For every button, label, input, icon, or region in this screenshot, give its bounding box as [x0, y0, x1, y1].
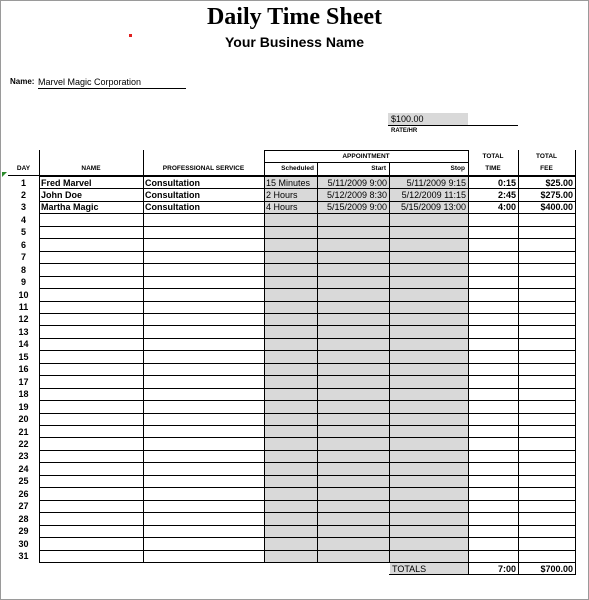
rate-field[interactable]: $100.00	[388, 113, 468, 125]
client-name-cell[interactable]: Martha Magic	[41, 202, 99, 213]
stop-cell[interactable]	[389, 226, 466, 238]
day-number: 30	[18, 538, 29, 549]
stop-cell[interactable]	[389, 500, 466, 512]
client-name-cell[interactable]	[41, 475, 142, 487]
totals-time[interactable]: 7:00	[497, 563, 516, 574]
day-number: 10	[18, 289, 29, 300]
total-fee-cell[interactable]	[518, 214, 573, 226]
client-name-cell[interactable]	[41, 363, 142, 375]
client-name-cell[interactable]	[41, 450, 142, 462]
total-fee-cell[interactable]: $275.00	[540, 189, 573, 200]
scheduled-cell[interactable]	[266, 438, 316, 450]
stop-cell[interactable]	[389, 538, 466, 550]
total-fee-cell[interactable]	[518, 326, 573, 338]
stop-cell[interactable]	[389, 326, 466, 338]
start-cell[interactable]	[317, 363, 387, 375]
client-name-cell[interactable]	[41, 301, 142, 313]
scheduled-cell[interactable]	[266, 363, 316, 375]
service-cell[interactable]	[145, 488, 263, 500]
total-fee-cell[interactable]	[518, 363, 573, 375]
start-cell[interactable]	[317, 401, 387, 413]
total-fee-cell[interactable]	[518, 538, 573, 550]
scheduled-cell[interactable]: 15 Minutes	[266, 177, 311, 188]
header-name: NAME	[81, 165, 101, 172]
start-cell[interactable]	[317, 413, 387, 425]
stop-cell[interactable]	[389, 475, 466, 487]
service-cell[interactable]: Consultation	[145, 202, 200, 213]
stop-cell[interactable]	[389, 351, 466, 363]
total-time-cell[interactable]	[468, 326, 516, 338]
stop-cell[interactable]	[389, 550, 466, 562]
client-name-cell[interactable]	[41, 351, 142, 363]
scheduled-cell[interactable]	[266, 264, 316, 276]
total-time-cell[interactable]	[468, 463, 516, 475]
total-time-cell[interactable]	[468, 276, 516, 288]
start-cell[interactable]	[317, 214, 387, 226]
scheduled-cell[interactable]	[266, 463, 316, 475]
start-cell[interactable]	[317, 239, 387, 251]
client-name-cell[interactable]	[41, 276, 142, 288]
client-name-cell[interactable]	[41, 264, 142, 276]
day-number: 5	[20, 227, 26, 238]
total-time-cell[interactable]	[468, 450, 516, 462]
stop-cell[interactable]	[389, 438, 466, 450]
total-time-cell[interactable]	[468, 488, 516, 500]
stop-cell[interactable]: 5/11/2009 9:15	[406, 177, 466, 188]
service-cell[interactable]	[145, 376, 263, 388]
service-cell[interactable]	[145, 525, 263, 537]
rate-label: RATE/HR	[391, 128, 418, 134]
day-number: 2	[20, 189, 26, 200]
total-time-cell[interactable]	[468, 525, 516, 537]
header-total-time-bottom: TIME	[485, 165, 501, 172]
total-fee-cell[interactable]	[518, 289, 573, 301]
service-cell[interactable]	[145, 463, 263, 475]
service-cell[interactable]	[145, 338, 263, 350]
scheduled-cell[interactable]	[266, 426, 316, 438]
stop-cell[interactable]	[389, 289, 466, 301]
day-number: 3	[20, 202, 26, 213]
stop-cell[interactable]	[389, 363, 466, 375]
scheduled-cell[interactable]	[266, 376, 316, 388]
scheduled-cell[interactable]	[266, 301, 316, 313]
day-number: 7	[20, 252, 26, 263]
client-name-cell[interactable]	[41, 401, 142, 413]
header-stop: Stop	[450, 165, 465, 172]
start-cell[interactable]	[317, 475, 387, 487]
day-number: 12	[18, 314, 29, 325]
total-time-cell[interactable]	[468, 239, 516, 251]
stop-cell[interactable]	[389, 376, 466, 388]
total-time-cell[interactable]	[468, 251, 516, 263]
total-time-cell[interactable]	[468, 301, 516, 313]
scheduled-cell[interactable]	[266, 251, 316, 263]
total-time-cell[interactable]	[468, 388, 516, 400]
scheduled-cell[interactable]	[266, 214, 316, 226]
service-cell[interactable]	[145, 214, 263, 226]
total-time-cell[interactable]	[468, 313, 516, 325]
stop-cell[interactable]: 5/15/2009 13:00	[400, 202, 466, 213]
scheduled-cell[interactable]	[266, 388, 316, 400]
totals-fee[interactable]: $700.00	[540, 563, 573, 574]
stop-cell[interactable]	[389, 525, 466, 537]
service-cell[interactable]	[145, 538, 263, 550]
service-cell[interactable]	[145, 363, 263, 375]
scheduled-cell[interactable]: 4 Hours	[266, 202, 298, 213]
scheduled-cell[interactable]	[266, 550, 316, 562]
total-fee-cell[interactable]	[518, 488, 573, 500]
total-time-cell[interactable]: 2:45	[497, 189, 516, 200]
scheduled-cell[interactable]	[266, 450, 316, 462]
header-start: Start	[371, 165, 386, 172]
service-cell[interactable]	[145, 401, 263, 413]
start-cell[interactable]	[317, 289, 387, 301]
day-number: 24	[18, 463, 29, 474]
service-cell[interactable]	[145, 326, 263, 338]
total-time-cell[interactable]	[468, 338, 516, 350]
service-cell[interactable]	[145, 226, 263, 238]
stop-cell[interactable]	[389, 401, 466, 413]
scheduled-cell[interactable]	[266, 413, 316, 425]
total-fee-cell[interactable]	[518, 338, 573, 350]
total-time-cell[interactable]	[468, 500, 516, 512]
scheduled-cell[interactable]	[266, 401, 316, 413]
total-fee-cell[interactable]	[518, 401, 573, 413]
start-cell[interactable]: 5/12/2009 8:30	[326, 189, 387, 200]
start-cell[interactable]	[317, 338, 387, 350]
client-name-cell[interactable]: Fred Marvel	[41, 177, 92, 188]
service-cell[interactable]	[145, 301, 263, 313]
total-fee-cell[interactable]	[518, 313, 573, 325]
client-name-cell[interactable]	[41, 513, 142, 525]
day-number: 25	[18, 476, 29, 487]
stop-cell[interactable]	[389, 513, 466, 525]
service-cell[interactable]: Consultation	[145, 189, 200, 200]
total-fee-cell[interactable]	[518, 276, 573, 288]
client-name-cell[interactable]: John Doe	[41, 189, 83, 200]
client-name-cell[interactable]	[41, 388, 142, 400]
start-cell[interactable]	[317, 251, 387, 263]
stop-cell[interactable]	[389, 276, 466, 288]
total-fee-cell[interactable]: $25.00	[545, 177, 573, 188]
name-label: Name:	[10, 77, 35, 86]
start-cell[interactable]	[317, 550, 387, 562]
stop-cell[interactable]	[389, 388, 466, 400]
start-cell[interactable]	[317, 264, 387, 276]
scheduled-cell[interactable]	[266, 239, 316, 251]
total-fee-cell[interactable]	[518, 351, 573, 363]
start-cell[interactable]	[317, 513, 387, 525]
start-cell[interactable]: 5/11/2009 9:00	[327, 177, 387, 188]
total-fee-cell[interactable]	[518, 226, 573, 238]
client-name-cell[interactable]	[41, 463, 142, 475]
start-cell[interactable]	[317, 463, 387, 475]
total-time-cell[interactable]	[468, 513, 516, 525]
total-time-cell[interactable]: 0:15	[497, 177, 516, 188]
name-field[interactable]: Marvel Magic Corporation	[38, 76, 186, 89]
stop-cell[interactable]	[389, 301, 466, 313]
client-name-cell[interactable]	[41, 413, 142, 425]
scheduled-cell[interactable]	[266, 488, 316, 500]
total-time-cell[interactable]	[468, 376, 516, 388]
total-fee-cell[interactable]	[518, 264, 573, 276]
business-name[interactable]: Your Business Name	[224, 34, 364, 50]
stop-cell[interactable]	[389, 413, 466, 425]
stop-cell[interactable]	[389, 251, 466, 263]
total-time-cell[interactable]	[468, 538, 516, 550]
day-number: 15	[18, 351, 29, 362]
start-cell[interactable]	[317, 388, 387, 400]
scheduled-cell[interactable]	[266, 525, 316, 537]
stop-cell[interactable]	[389, 338, 466, 350]
scheduled-cell[interactable]	[266, 313, 316, 325]
total-fee-cell[interactable]	[518, 301, 573, 313]
total-time-cell[interactable]: 4:00	[497, 202, 516, 213]
scheduled-cell[interactable]	[266, 226, 316, 238]
service-cell[interactable]	[145, 388, 263, 400]
day-number: 26	[18, 488, 29, 499]
start-cell[interactable]	[317, 226, 387, 238]
day-number: 29	[18, 526, 29, 537]
client-name-cell[interactable]	[41, 488, 142, 500]
day-number: 19	[18, 401, 29, 412]
total-fee-cell[interactable]	[518, 500, 573, 512]
client-name-cell[interactable]	[41, 538, 142, 550]
day-number: 18	[18, 389, 29, 400]
total-time-cell[interactable]	[468, 413, 516, 425]
service-cell[interactable]	[145, 264, 263, 276]
scheduled-cell[interactable]	[266, 351, 316, 363]
stop-cell[interactable]	[389, 264, 466, 276]
service-cell[interactable]	[145, 438, 263, 450]
header-appointment: APPOINTMENT	[342, 153, 390, 160]
day-number: 27	[18, 501, 29, 512]
day-number: 23	[18, 451, 29, 462]
total-fee-cell[interactable]	[518, 438, 573, 450]
day-number: 16	[18, 364, 29, 375]
stop-cell[interactable]	[389, 313, 466, 325]
service-cell[interactable]: Consultation	[145, 177, 200, 188]
client-name-cell[interactable]	[41, 226, 142, 238]
client-name-cell[interactable]	[41, 376, 142, 388]
service-cell[interactable]	[145, 239, 263, 251]
total-time-cell[interactable]	[468, 550, 516, 562]
total-time-cell[interactable]	[468, 401, 516, 413]
service-cell[interactable]	[145, 276, 263, 288]
service-cell[interactable]	[145, 550, 263, 562]
service-cell[interactable]	[145, 251, 263, 263]
scheduled-cell[interactable]	[266, 289, 316, 301]
start-cell[interactable]	[317, 500, 387, 512]
client-name-cell[interactable]	[41, 550, 142, 562]
grid-line	[39, 150, 40, 562]
header-scheduled: Scheduled	[281, 165, 314, 172]
total-fee-cell[interactable]	[518, 388, 573, 400]
client-name-cell[interactable]	[41, 289, 142, 301]
header-total-time-top: TOTAL	[482, 153, 504, 160]
header-total-fee-top: TOTAL	[535, 153, 558, 160]
day-number: 6	[20, 239, 26, 250]
start-cell[interactable]	[317, 326, 387, 338]
scheduled-cell[interactable]: 2 Hours	[266, 189, 298, 200]
day-number: 4	[20, 214, 26, 225]
stop-cell[interactable]	[389, 450, 466, 462]
client-name-cell[interactable]	[41, 525, 142, 537]
total-time-cell[interactable]	[468, 289, 516, 301]
total-fee-cell[interactable]	[518, 450, 573, 462]
total-time-cell[interactable]	[468, 264, 516, 276]
service-cell[interactable]	[145, 513, 263, 525]
header-service: PROFESSIONAL SERVICE	[162, 165, 245, 172]
total-fee-cell[interactable]	[518, 463, 573, 475]
scheduled-cell[interactable]	[266, 338, 316, 350]
start-cell[interactable]	[317, 438, 387, 450]
grid-line	[264, 150, 265, 562]
start-cell[interactable]	[317, 450, 387, 462]
day-number: 20	[18, 414, 29, 425]
stop-cell[interactable]	[389, 239, 466, 251]
day-number: 11	[18, 302, 29, 312]
cell-error-indicator-icon	[2, 172, 7, 177]
grid-line	[264, 162, 468, 163]
stop-cell[interactable]	[389, 214, 466, 226]
start-cell[interactable]	[317, 488, 387, 500]
client-name-cell[interactable]	[41, 239, 142, 251]
header-total-fee-bottom: FEE	[540, 165, 553, 172]
header-day: DAY	[16, 165, 31, 172]
service-cell[interactable]	[145, 500, 263, 512]
grid-line	[575, 150, 576, 575]
scheduled-cell[interactable]	[266, 500, 316, 512]
service-cell[interactable]	[145, 426, 263, 438]
day-number: 28	[18, 513, 29, 524]
timesheet-table	[8, 150, 575, 575]
stop-cell[interactable]	[389, 488, 466, 500]
service-cell[interactable]	[145, 413, 263, 425]
scheduled-cell[interactable]	[266, 276, 316, 288]
client-name-cell[interactable]	[41, 313, 142, 325]
start-cell[interactable]	[317, 525, 387, 537]
service-cell[interactable]	[145, 313, 263, 325]
start-cell[interactable]	[317, 351, 387, 363]
grid-line	[264, 150, 468, 151]
total-time-cell[interactable]	[468, 438, 516, 450]
day-number: 9	[20, 277, 26, 288]
start-cell[interactable]: 5/15/2009 9:00	[326, 202, 387, 213]
service-cell[interactable]	[145, 351, 263, 363]
scheduled-cell[interactable]	[266, 475, 316, 487]
service-cell[interactable]	[145, 475, 263, 487]
service-cell[interactable]	[145, 289, 263, 301]
day-number: 21	[18, 426, 29, 437]
total-fee-cell[interactable]	[518, 525, 573, 537]
day-number: 14	[18, 339, 29, 350]
start-cell[interactable]	[317, 313, 387, 325]
comment-indicator-icon	[129, 34, 132, 37]
total-fee-cell[interactable]	[518, 550, 573, 562]
client-name-cell[interactable]	[41, 438, 142, 450]
start-cell[interactable]	[317, 276, 387, 288]
total-time-cell[interactable]	[468, 475, 516, 487]
total-time-cell[interactable]	[468, 426, 516, 438]
total-fee-cell[interactable]	[518, 426, 573, 438]
day-number: 17	[18, 376, 29, 387]
total-fee-cell[interactable]	[518, 251, 573, 263]
total-fee-cell[interactable]	[518, 376, 573, 388]
total-fee-cell[interactable]	[518, 413, 573, 425]
client-name-cell[interactable]	[41, 426, 142, 438]
start-cell[interactable]	[317, 376, 387, 388]
start-cell[interactable]	[317, 301, 387, 313]
page-title: Daily Time Sheet	[206, 4, 383, 30]
stop-cell[interactable]: 5/12/2009 11:15	[401, 189, 466, 200]
service-cell[interactable]	[145, 450, 263, 462]
total-fee-cell[interactable]	[518, 513, 573, 525]
client-name-cell[interactable]	[41, 214, 142, 226]
total-time-cell[interactable]	[468, 363, 516, 375]
grid-line	[143, 150, 144, 562]
stop-cell[interactable]	[389, 463, 466, 475]
start-cell[interactable]	[317, 426, 387, 438]
stop-cell[interactable]	[389, 426, 466, 438]
day-number: 22	[18, 438, 29, 449]
total-time-cell[interactable]	[468, 226, 516, 238]
client-name-cell[interactable]	[41, 251, 142, 263]
scheduled-cell[interactable]	[266, 326, 316, 338]
total-fee-cell[interactable]: $400.00	[540, 202, 573, 213]
client-name-cell[interactable]	[41, 326, 142, 338]
scheduled-cell[interactable]	[266, 538, 316, 550]
day-number: 8	[20, 264, 26, 275]
start-cell[interactable]	[317, 538, 387, 550]
scheduled-cell[interactable]	[266, 513, 316, 525]
day-number: 13	[18, 326, 29, 337]
total-time-cell[interactable]	[468, 351, 516, 363]
totals-label: TOTALS	[392, 563, 427, 574]
total-time-cell[interactable]	[468, 214, 516, 226]
client-name-cell[interactable]	[41, 338, 142, 350]
total-fee-cell[interactable]	[518, 239, 573, 251]
client-name-cell[interactable]	[41, 500, 142, 512]
total-fee-cell[interactable]	[518, 475, 573, 487]
day-number: 31	[18, 551, 29, 561]
day-number: 1	[20, 177, 26, 188]
